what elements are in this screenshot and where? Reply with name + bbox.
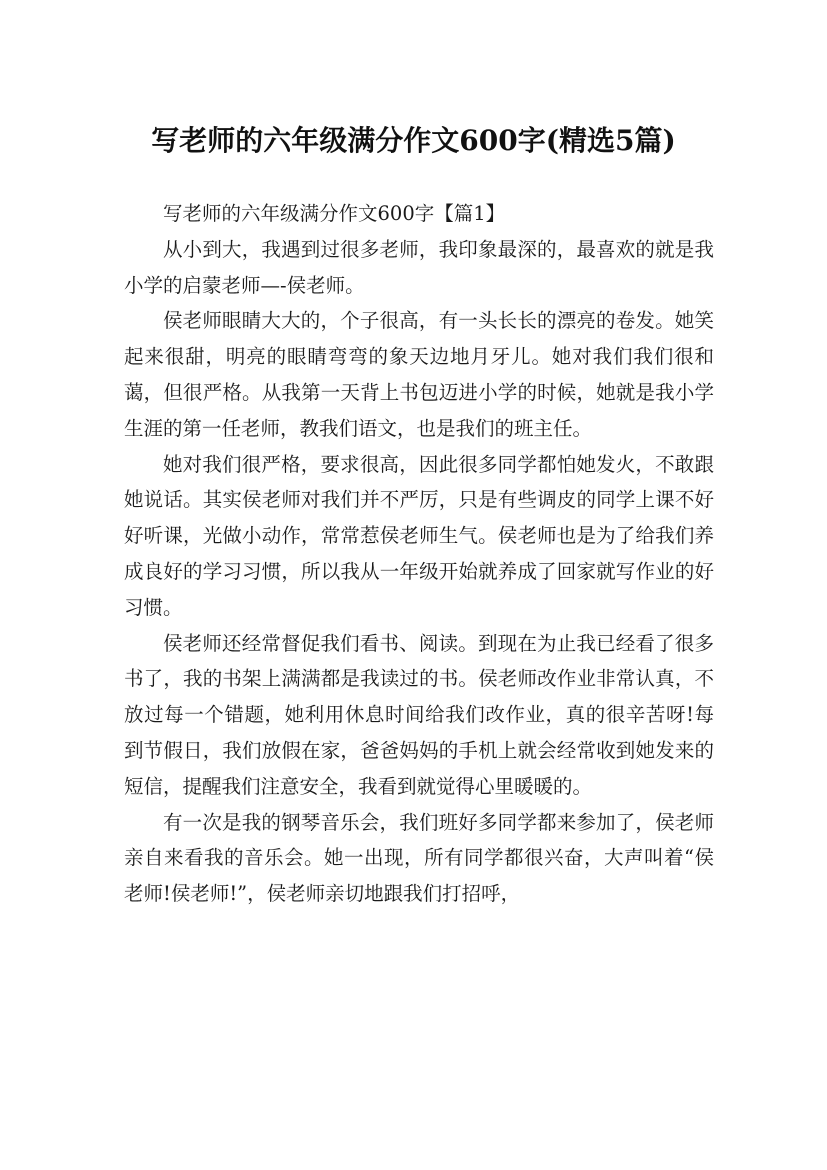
document-body	[124, 196, 714, 912]
paragraph: 她对我们很严格，要求很高，因此很多同学都怕她发火，不敢跟她说话。其实侯老师对我们并不严厉，只是有些调皮的同学上课不好好听课，光做小动作，常常惹侯老师生气。侯老师也是为了给我们养成良好的学习习惯，所以我从一年级开始就养成了回家就写作业的好习惯。	[124, 452, 714, 619]
section-heading: 写老师的六年级满分作文600字【篇1】	[163, 202, 506, 225]
document-title: 写老师的六年级满分作文600字(精选5篇)	[151, 123, 676, 157]
paragraph: 侯老师眼睛大大的，个子很高，有一头长长的漂亮的卷发。她笑起来很甜，明亮的眼睛弯弯的象天边地月牙儿。她对我们我们很和蔼，但很严格。从我第一天背上书包迈进小学的时候，她就是我小学生涯的第一任老师，教我们语文，也是我们的班主任。	[124, 309, 714, 440]
paragraph: 从小到大，我遇到过很多老师，我印象最深的，最喜欢的就是我小学的启蒙老师—-侯老师。	[124, 237, 714, 297]
paragraph: 侯老师还经常督促我们看书、阅读。到现在为止我已经看了很多书了，我的书架上满满都是我读过的书。侯老师改作业非常认真，不放过每一个错题，她利用休息时间给我们改作业，真的很辛苦呀!每到节假日，我们放假在家，爸爸妈妈的手机上就会经常收到她发来的短信，提醒我们注意安全，我看到就觉得心里暖暖的。	[124, 631, 714, 798]
paragraph: 有一次是我的钢琴音乐会，我们班好多同学都来参加了，侯老师亲自来看我的音乐会。她一出现，所有同学都很兴奋，大声叫着“侯老师!侯老师!”，侯老师亲切地跟我们打招呼，	[124, 810, 714, 906]
